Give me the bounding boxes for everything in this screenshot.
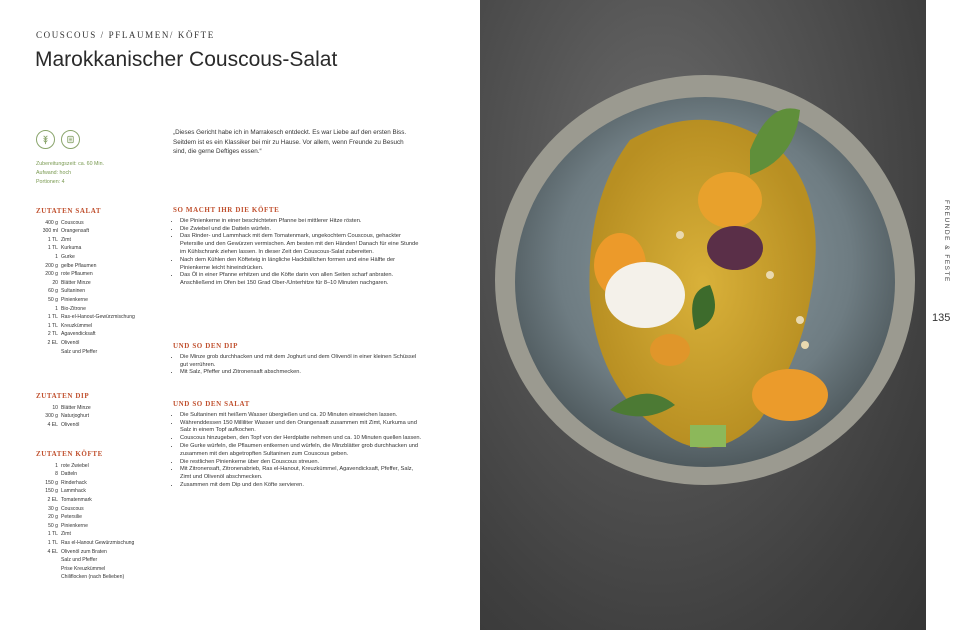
step-item: • Mit Zitronensaft, Zitronenabrieb, Ras el-Hanout, Kreuzkümmel, Agavendicksaft, Pfeffer, Salz, Zimt und Olivenöl abschmecken. [180,466,423,482]
ingredient-amount: 1 TL [47,245,58,252]
ingredients-salat [36,207,166,356]
ingredient-amount: 1 TL [47,322,58,329]
ingredient-amount [36,348,61,357]
ingredients-dip [36,392,166,429]
ingredient-name: rote Pflaumen [61,271,93,278]
ingredient-amount [36,573,61,582]
ingredient-amount: 300 g [45,413,58,420]
steps-salat-heading: UND SO DEN SALAT [173,400,250,408]
ingredient-name: Zimt [61,531,71,538]
ingredient-amount: 60 g [48,288,58,295]
recipe-meta [36,160,104,187]
couscous-plate-illustration [480,0,926,630]
ingredient-amount: 4 EL [47,548,58,555]
ingredients-koefte-heading: ZUTATEN KÖFTE [36,450,103,458]
step-item: • Das Öl in einer Pfanne erhitzen und die Köfte darin von allen Seiten scharf anbraten. Anschließend im Ofen bei 150 Grad Ober-/Unterhitze für 8–10 Minuten nachgaren. [180,272,423,288]
ingredient-name: Pinienkerne [61,296,88,303]
ingredient-name: Blätter Minze [61,279,91,286]
ingredient-amount: 200 g [45,271,58,278]
ingredient-name: Orangensaft [61,228,90,235]
ingredient-row [36,262,166,271]
ingredient-row [36,227,166,236]
ingredient-amount: 1 TL [47,539,58,546]
wheat-icon [36,130,55,149]
ingredient-row [36,330,166,339]
ingredient-name: Kreuzkümmel [61,322,93,329]
ingredient-row [36,404,166,413]
ingredient-row [36,279,166,288]
ingredient-row [36,505,166,514]
ingredient-row [36,522,166,531]
ingredient-name: Blätter Minze [61,404,91,411]
ingredient-name: rote Zwiebel [61,462,89,469]
ingredient-row [36,236,166,245]
ingredient-row [36,470,166,479]
ingredient-row [36,339,166,348]
ingredient-row [36,556,166,565]
ingredient-row [36,421,166,430]
ingredient-row [36,412,166,421]
ingredient-row [36,305,166,314]
steps-dip [173,343,423,377]
ingredient-amount: 4 EL [47,421,58,428]
ingredient-name: Gurke [61,253,75,260]
recipe-title: Marokkanischer Couscous-Salat [35,48,338,71]
ingredient-row [36,530,166,539]
ingredient-amount: 1 TL [47,314,58,321]
ingredient-name: Sultaninen [61,288,86,295]
ingredient-name: Salz und Pfeffer [61,348,98,355]
ingredient-name: Prise Kreuzkümmel [61,565,106,572]
vegetarian-icon [61,130,80,149]
page-number: 135 [932,312,951,324]
ingredient-row [36,313,166,322]
diet-icons [36,130,80,149]
portions: Portionen: 4 [36,179,65,185]
ingredients-salat-heading: ZUTATEN SALAT [36,207,102,215]
ingredient-amount: 150 g [45,488,58,495]
step-item: • Die Minze grob durchhacken und mit dem Joghurt und dem Olivenöl in einer kleinen Schüssel gut verrühren. [180,354,423,370]
ingredient-row [36,479,166,488]
ingredient-amount: 8 [55,471,58,478]
ingredient-name: Pinienkerne [61,522,88,529]
ingredient-amount: 300 ml [42,228,58,235]
ingredient-row [36,496,166,505]
ingredient-name: Olivenöl zum Braten [61,548,107,555]
ingredient-name: Zimt [61,236,71,243]
ingredient-amount: 400 g [45,219,58,226]
effort: Aufwand: hoch [36,170,72,176]
ingredient-amount: 10 [52,404,58,411]
ingredient-row [36,462,166,471]
ingredient-amount: 2 EL [47,339,58,346]
step-item: • Währenddessen 150 Milliliter Wasser und den Orangensaft zusammen mit Zimt, Kurkuma und Salz in einem Topf aufkochen. [180,420,423,436]
ingredient-row [36,348,166,357]
step-item: • Nach dem Kühlen den Köfteteig in längliche Hackbällchen formen und eine Hälfte der Pinienkerne leicht hineindrücken. [180,257,423,273]
step-item: • Couscous hinzugeben, den Topf von der Herdplatte nehmen und ca. 10 Minuten quellen lassen. [180,435,423,443]
ingredient-name: Kurkuma [61,245,82,252]
ingredient-amount: 1 [55,305,58,312]
step-item: • Die restlichen Pinienkerne über den Couscous streuen. [180,459,423,467]
ingredient-name: Rinderhack [61,479,87,486]
ingredient-name: Naturjoghurt [61,413,90,420]
ingredients-koefte [36,450,166,582]
intro-quote: „Dieses Gericht habe ich in Marrakesch entdeckt. Es war Liebe auf den ersten Biss. Seitdem ist es ein Klassiker bei mir zu Hause. Vor allem, wenn Freunde zu Besuch sind, die gerne Deftiges essen.“ [173,129,407,155]
chapter-side-label: FREUNDE & FESTE [943,200,950,283]
step-item: • Das Rinder- und Lammhack mit dem Tomatenmark, ungekochtem Couscous, gehackter Petersilie und den Gewürzen vermischen. Am besten mit den Händen! Danach für eine Stunde im Kühlschrank ziehen lassen. In dieser Zeit den Couscous-Salat zubereiten. [180,233,423,256]
ingredient-amount [36,556,61,565]
ingredient-name: Ras-el-Hanout-Gewürzmischung [61,314,135,321]
ingredient-amount [36,565,61,574]
ingredient-name: Datteln [61,471,78,478]
ingredient-amount: 1 [55,462,58,469]
step-item: • Die Gurke würfeln, die Pflaumen entkernen und würfeln, die Minzblätter grob durchhacken und zusammen mit den abgetropften Sultaninen zum Couscous geben. [180,443,423,459]
dish-photo [480,0,926,630]
step-item: • Zusammen mit dem Dip und den Köfte servieren. [180,482,423,490]
ingredient-amount: 200 g [45,262,58,269]
ingredient-row [36,287,166,296]
ingredient-amount: 20 [52,279,58,286]
ingredient-name: Bio-Zitrone [61,305,86,312]
ingredient-amount: 2 TL [47,331,58,338]
ingredient-row [36,539,166,548]
ingredient-amount: 20 g [48,514,58,521]
steps-koefte [173,207,423,288]
ingredient-amount: 1 [55,253,58,260]
ingredient-row [36,513,166,522]
ingredient-name: Ras el-Hanout Gewürzmischung [61,539,135,546]
step-item: • Die Zwiebel und die Datteln würfeln. [180,226,423,234]
category-kicker: COUSCOUS / PFLAUMEN/ KÖFTE [36,30,215,40]
ingredient-amount: 30 g [48,505,58,512]
ingredients-dip-heading: ZUTATEN DIP [36,392,90,400]
step-item: • Mit Salz, Pfeffer und Zitronensaft abschmecken. [180,369,423,377]
ingredient-name: Lammhack [61,488,86,495]
ingredient-name: Petersilie [61,514,82,521]
prep-time: Zubereitungszeit: ca. 60 Min. [36,161,105,167]
ingredient-name: Tomatenmark [61,496,92,503]
ingredient-row [36,548,166,557]
ingredient-row [36,565,166,574]
ingredient-name: Chiliflocken (nach Belieben) [61,574,125,581]
ingredient-row [36,487,166,496]
steps-dip-heading: UND SO DEN DIP [173,342,238,350]
ingredient-name: Agavendicksaft [61,331,96,338]
ingredient-name: Couscous [61,219,84,226]
ingredient-amount: 1 TL [47,236,58,243]
ingredient-row [36,253,166,262]
ingredient-name: Salz und Pfeffer [61,557,98,564]
ingredient-amount: 2 EL [47,496,58,503]
ingredient-amount: 1 TL [47,531,58,538]
step-item: • Die Pinienkerne in einer beschichteten Pfanne bei mittlerer Hitze rösten. [180,218,423,226]
ingredient-name: Couscous [61,505,84,512]
ingredient-row [36,244,166,253]
ingredient-row [36,322,166,331]
step-item: • Die Sultaninen mit heißem Wasser übergießen und ca. 20 Minuten einweichen lassen. [180,412,423,420]
ingredient-row [36,296,166,305]
ingredient-name: gelbe Pflaumen [61,262,97,269]
steps-salat [173,401,423,490]
steps-koefte-heading: SO MACHT IHR DIE KÖFTE [173,206,280,214]
ingredient-row [36,573,166,582]
ingredient-name: Olivenöl [61,339,80,346]
ingredient-amount: 50 g [48,522,58,529]
ingredient-amount: 150 g [45,479,58,486]
ingredient-name: Olivenöl [61,421,80,428]
ingredient-row [36,270,166,279]
ingredient-amount: 50 g [48,296,58,303]
ingredient-row [36,219,166,228]
